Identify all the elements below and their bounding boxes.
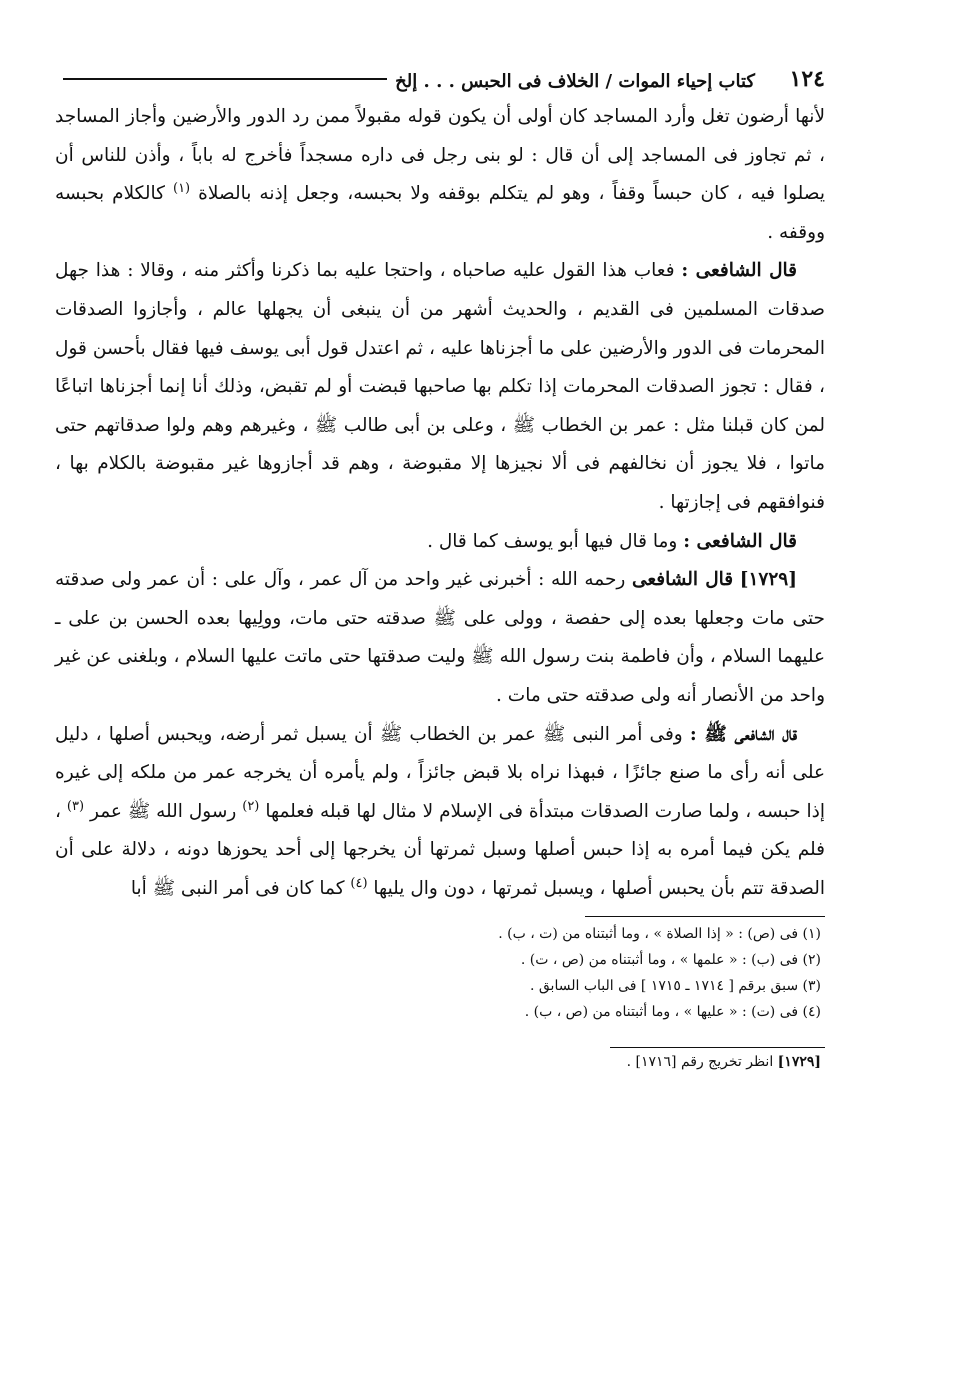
footnotes: [55, 921, 825, 1025]
footnote-4: (٤) فى (ت) : « عليها » ، وما أثبتناه من (ص ، ب) .: [524, 1004, 821, 1021]
paragraph-text: ، فلم يكن فيما أمره به إذا حبس أصلها وسبل ثمرتها أن يخرجها إلى أحد يحوزها دونه ، دلالة على أن الصدقة تتم بأن يحبس أصلها ، ويسبل ثمرتها ، دون وال يليها: [55, 800, 825, 899]
running-head: [55, 71, 755, 92]
paragraph-text: رحمه الله : أخبرنى غير واحد من آل عمر ، وآل على : أن عمر ولى صدقته حتى مات وجعلها بعده إلى حفصة ، وولى على ﷺ صدقته حتى مات، وولِيها بعده الحسن بن على ـ عليهما السلام ، وأن فاطمة بنت رسول الله ﷺ وليت صدقتها حتى ماتت عليها السلام ، وبلغنى عن غير واحد من الأنصار أنه ولى صدقته حتى مات .: [55, 569, 825, 706]
paragraph-3: [55, 523, 825, 562]
header-rule: [63, 78, 387, 80]
speaker-label: قال الشافعى: [631, 569, 734, 591]
paragraph-1: [55, 98, 825, 252]
paragraph-2: [55, 252, 825, 522]
running-title: كتاب إحياء الموات / الخلاف فى الحبس . . . إلخ: [395, 71, 755, 92]
footnote-3: (٣) سبق برقم [ ١٧١٤ ـ ١٧١٥ ] فى الباب السابق .: [529, 978, 821, 995]
footnote-marker: (٢): [242, 798, 260, 814]
speaker-label: قال الشافعى :: [681, 260, 797, 282]
paragraph-text: لأنها أرضون تغل وأرد المساجد كان أولى أن يكون قوله مقبولاً ممن رد الدور والأرضين وأجاز المساجد ، ثم تجاوز فى المساجد إلى أن قال : لو بنى رجل فى داره مسجداً فأخرج له باباً ، وأذن للناس أن يصلوا فيه ، كان حبساً وقفاً ، وهو لم يتكلم بوقفه ولا بحبسه، وجعل إذنه بالصلاة: [55, 106, 825, 205]
main-text: [55, 98, 825, 908]
paragraph-4: [55, 561, 825, 715]
footnote-marker: (٤): [350, 875, 368, 891]
paragraph-text: فعاب هذا القول عليه صاحباه ، واحتجا عليه بما ذكرنا وأكثر منه ، وقالا : هذا جهل صدقات المسلمين فى القديم ، والحديث أشهر من أن ينبغى أن يجهلها عالم ، وأجازوا الصدقات المحرمات فى الدور والأرضين على ما أجزناها عليه ، ثم اعتدل قول أبى يوسف فيها فقال بأحسن قول ، فقال : تجوز الصدقات المحرمات إذا تكلم بها صاحبها قبضت أو لم تقبض، وذلك أنا إنما أجزناها اتباعًا لمن كان قبلنا مثل : عمر بن الخطاب ﷺ ، وعلى بن أبى طالب ﷺ ، وغيرهم وهم ولوا صدقاتهم حتى ماتوا ، فلا يجوز أن نخالفهم فى ألا نجيزها إلا مقبوضة ، وهم قد أجازوها غير مقبوضة بالكلام بها ، فنوافقهم فى إجازتها .: [55, 260, 825, 513]
paragraph-text: كما كان فى أمر النبى ﷺ أبا: [130, 877, 351, 899]
hadith-number: [١٧٢٩]: [739, 569, 797, 591]
paragraph-text: وما قال فيها أبو يوسف كما قال .: [427, 530, 684, 552]
footnote-marker: (١): [172, 181, 191, 197]
speaker-label: قال الشافعى ﷺ :: [689, 723, 798, 745]
takhrij-separator: [610, 1047, 825, 1048]
takhrij-number: [١٧٢٩]: [777, 1054, 821, 1071]
footnote-2: (٢) فى (ب) : « علمها » ، وما أثبتناه من (ص ، ت) .: [520, 952, 821, 969]
page-number: ١٢٤: [789, 66, 825, 92]
speaker-label: قال الشافعى :: [683, 530, 797, 552]
takhrij-text: انظر تخريج رقم [١٧١٦] .: [626, 1054, 778, 1071]
footnote-1: (١) فى (ص) : « إذا الصلاة » ، وما أثبتناه من (ت ، ب) .: [498, 926, 821, 943]
paragraph-5: [55, 716, 825, 909]
page-header: [55, 48, 825, 92]
footnote-marker: (٣): [66, 798, 85, 814]
takhrij-note: [55, 1054, 825, 1070]
paragraph-text: رسول الله ﷺ عمر: [89, 800, 243, 822]
paragraph-text: وفى أمر النبى ﷺ عمر بن الخطاب ﷺ أن يسبل ثمر أرضه، ويحبس أصلها ، دليل على أنه رأى ما صنع جائزًا ، فبهذا نراه بلا قبض جائزاً ، ولم يأمره أن يخرجه عمر من ملكه إلى غيره إذا حبسه ، ولما صارت الصدقات مبتدأة فى الإسلام لا مثال لها قبله فعلمها: [55, 723, 825, 822]
footnote-separator: [585, 916, 825, 917]
paragraph-text: كالكلام بحبسه ووقفه .: [55, 183, 825, 243]
book-page: [55, 48, 825, 1358]
